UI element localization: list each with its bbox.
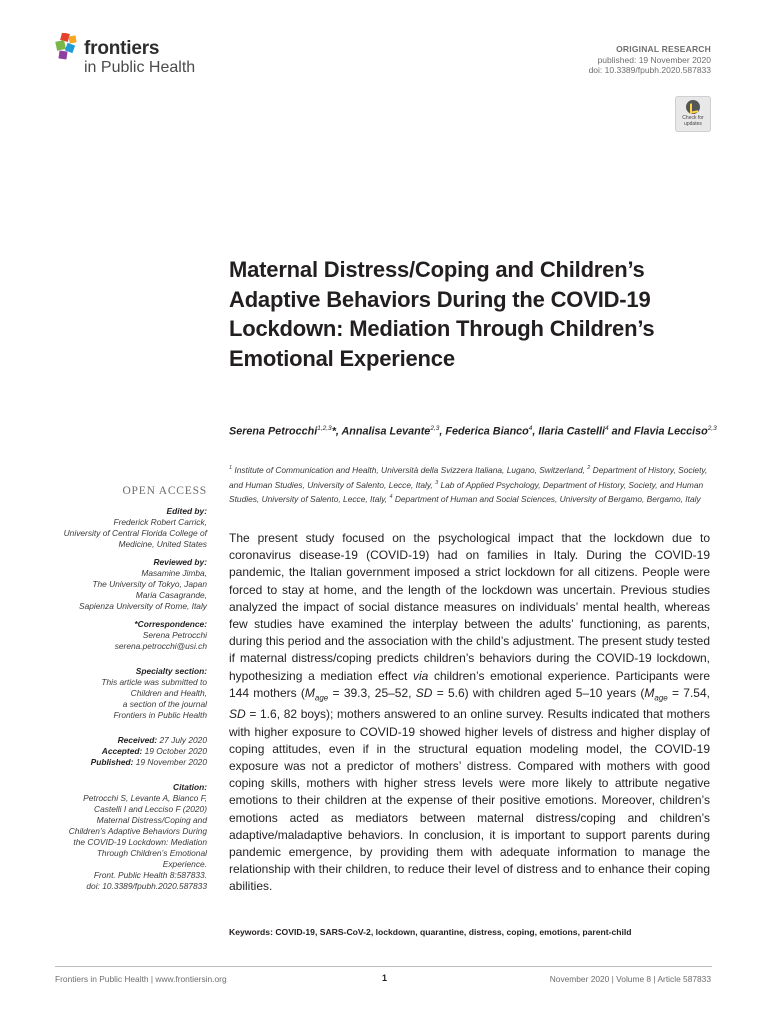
affiliation-text: Department of Human and Social Sciences, University of Bergamo, Bergamo, Italy bbox=[392, 493, 701, 504]
reviewer-line: Sapienza University of Rome, Italy bbox=[78, 601, 207, 611]
reviewer-line: Masamine Jimba, bbox=[141, 568, 207, 578]
published-date: published: 19 November 2020 bbox=[597, 54, 711, 65]
check-for-updates-button[interactable] bbox=[675, 96, 711, 132]
author-name[interactable]: Ilaria Castelli bbox=[538, 425, 606, 438]
author-affiliation-sup: 4 bbox=[605, 425, 609, 432]
citation-line: Petrocchi S, Levante A, Bianco F, bbox=[83, 793, 207, 803]
affiliation-text: Department of History, Society, and Human Studies, University of Salento, Lecce, Italy, bbox=[229, 464, 708, 490]
affiliation-sup: 1 bbox=[229, 465, 233, 471]
author-name[interactable]: Serena Petrocchi bbox=[229, 425, 318, 438]
frontiers-logo-icon bbox=[55, 33, 81, 61]
reviewer-info bbox=[55, 568, 207, 612]
check-updates-icon bbox=[686, 100, 700, 114]
author-name[interactable]: Annalisa Levante bbox=[341, 425, 431, 438]
affiliation-text: Institute of Communication and Health, Università della Svizzera Italiana, Lugano, Switzerland, bbox=[232, 464, 588, 475]
open-access-label: OPEN ACCESS bbox=[122, 485, 207, 497]
author-affiliation-sup: 1,2,3 bbox=[317, 425, 332, 432]
published-date-sidebar: Published: 19 November 2020 bbox=[90, 757, 207, 767]
citation-heading: Citation: bbox=[173, 782, 207, 792]
received-date: Received: 27 July 2020 bbox=[117, 735, 207, 745]
citation-line: Children’s Adaptive Behaviors During bbox=[68, 826, 207, 836]
keywords: Keywords: COVID-19, SARS-CoV-2, lockdown, quarantine, distress, coping, emotions, parent-child bbox=[229, 927, 632, 937]
accepted-date: Accepted: 19 October 2020 bbox=[101, 746, 207, 756]
logo-journal-name: in Public Health bbox=[84, 59, 196, 76]
citation-line: doi: 10.3389/fpubh.2020.587833 bbox=[86, 881, 207, 891]
reviewed-by-heading: Reviewed by: bbox=[153, 557, 207, 567]
author-name[interactable]: Flavia Lecciso bbox=[633, 425, 708, 438]
citation-line: Front. Public Health 8:587833. bbox=[93, 870, 207, 880]
check-updates-label: Check for updates bbox=[682, 115, 704, 127]
author-separator: *, bbox=[331, 425, 342, 438]
specialty-line: Frontiers in Public Health bbox=[113, 710, 207, 720]
author-affiliation-sup: 2,3 bbox=[707, 425, 717, 432]
affiliation-sup: 2 bbox=[587, 465, 591, 471]
editor-line: Medicine, United States bbox=[118, 539, 207, 549]
footer-journal-link[interactable]: Frontiers in Public Health | www.frontiersin.org bbox=[55, 974, 227, 984]
specialty-section-heading: Specialty section: bbox=[135, 666, 207, 676]
author-name[interactable]: Federica Bianco bbox=[445, 425, 529, 438]
journal-logo bbox=[55, 33, 225, 79]
article-title: Maternal Distress/Coping and Children’s Adaptive Behaviors During the COVID-19 Lockdown: Mediation Through Children’s Emotional Experience bbox=[229, 257, 655, 371]
footer-volume-info: November 2020 | Volume 8 | Article 587833 bbox=[549, 974, 711, 984]
author-separator: and bbox=[608, 425, 634, 438]
affiliation-text: Lab of Applied Psychology, Department of History, Society, and Human Studies, University of Salento, Lecce, Italy, bbox=[229, 479, 704, 504]
reviewer-line: Maria Casagrande, bbox=[135, 590, 207, 600]
correspondence-heading: *Correspondence: bbox=[134, 619, 207, 629]
article-type: ORIGINAL RESEARCH bbox=[616, 44, 711, 54]
affiliation-sup: 3 bbox=[435, 479, 439, 486]
author-affiliation-sup: 4 bbox=[528, 425, 533, 432]
page-number: 1 bbox=[382, 973, 388, 983]
correspondence-line: serena.petrocchi@usi.ch bbox=[114, 641, 207, 651]
affiliation-sup: 4 bbox=[389, 494, 393, 501]
citation-line: Maternal Distress/Coping and bbox=[96, 815, 207, 825]
citation-line: Castelli I and Lecciso F (2020) bbox=[94, 804, 207, 814]
doi-link[interactable]: doi: 10.3389/fpubh.2020.587833 bbox=[588, 65, 711, 75]
logo-wordmark: frontiers bbox=[84, 38, 160, 59]
affiliations bbox=[229, 462, 714, 506]
reviewer-line: The University of Tokyo, Japan bbox=[92, 579, 207, 589]
editor-info bbox=[55, 517, 207, 550]
footer-divider bbox=[55, 966, 712, 967]
correspondence-info[interactable] bbox=[55, 630, 207, 652]
citation-line: Through Children’s Emotional bbox=[96, 848, 207, 858]
citation-info bbox=[55, 793, 207, 892]
correspondence-line: Serena Petrocchi bbox=[142, 630, 207, 640]
specialty-line: This article was submitted to bbox=[101, 677, 207, 687]
editor-line: Frederick Robert Carrick, bbox=[113, 517, 207, 527]
author-affiliation-sup: 2,3 bbox=[430, 425, 440, 432]
editor-line: University of Central Florida College of bbox=[63, 528, 207, 538]
author-separator: , bbox=[439, 425, 446, 438]
citation-line: the COVID-19 Lockdown: Mediation bbox=[73, 837, 207, 847]
article-header-info bbox=[589, 44, 711, 76]
abstract: The present study focused on the psychological impact that the lockdown due to coronavirus disease-19 (COVID-19) had on families in Italy. During the COVID-19 pandemic, the Italian government imposed a strict lockdown for all citizens. People were forced to stay at home, and the length of the lockdown was uncertain. Previous studies analyzed the impact of social distance measures on individuals’ mental health, whereas few studies have examined the interplay between the adults’ functioning, as parents, during this period and the association with the child’s adjustment. The present study tested if maternal distress/coping predicts children’s behaviors during the COVID-19 lockdown, hypothesizing a mediation effect via children’s emotional experience. Participants were 144 mothers ($M_{age} = 39.3$, 25–52, SD = 5.6) with children aged 5–10 years ($M_{age} = 7.54$, SD = 1.6, 82 boys); mothers answered to an online survey. Results indicated that mothers with higher exposure to COVID-19 showed higher levels of distress and higher display of coping attitudes, even if in the structural equation modeling model, the COVID-19 exposure was not a predictor of mothers’ distress. Compared with mothers with good coping skills, mothers with higher stress levels were more likely to attribute negative emotions to their children at the expense of their positive emotions. Moreover, children’s emotions acted as mediators between maternal distress/coping and children’s adaptive/maladaptive behaviors. In conclusion, it is important to support parents during pandemic emergence, by providing them with adequate information to manage the relationship with their children, to reduce their level of distress and to enhance their coping abilities. bbox=[229, 531, 710, 894]
specialty-section-info bbox=[55, 677, 207, 721]
citation-line: Experience. bbox=[162, 859, 207, 869]
author-separator: , bbox=[532, 425, 539, 438]
article-sidebar bbox=[55, 486, 207, 892]
author-list bbox=[229, 421, 719, 440]
specialty-line: a section of the journal bbox=[122, 699, 207, 709]
specialty-line: Children and Health, bbox=[130, 688, 207, 698]
edited-by-heading: Edited by: bbox=[166, 506, 207, 516]
